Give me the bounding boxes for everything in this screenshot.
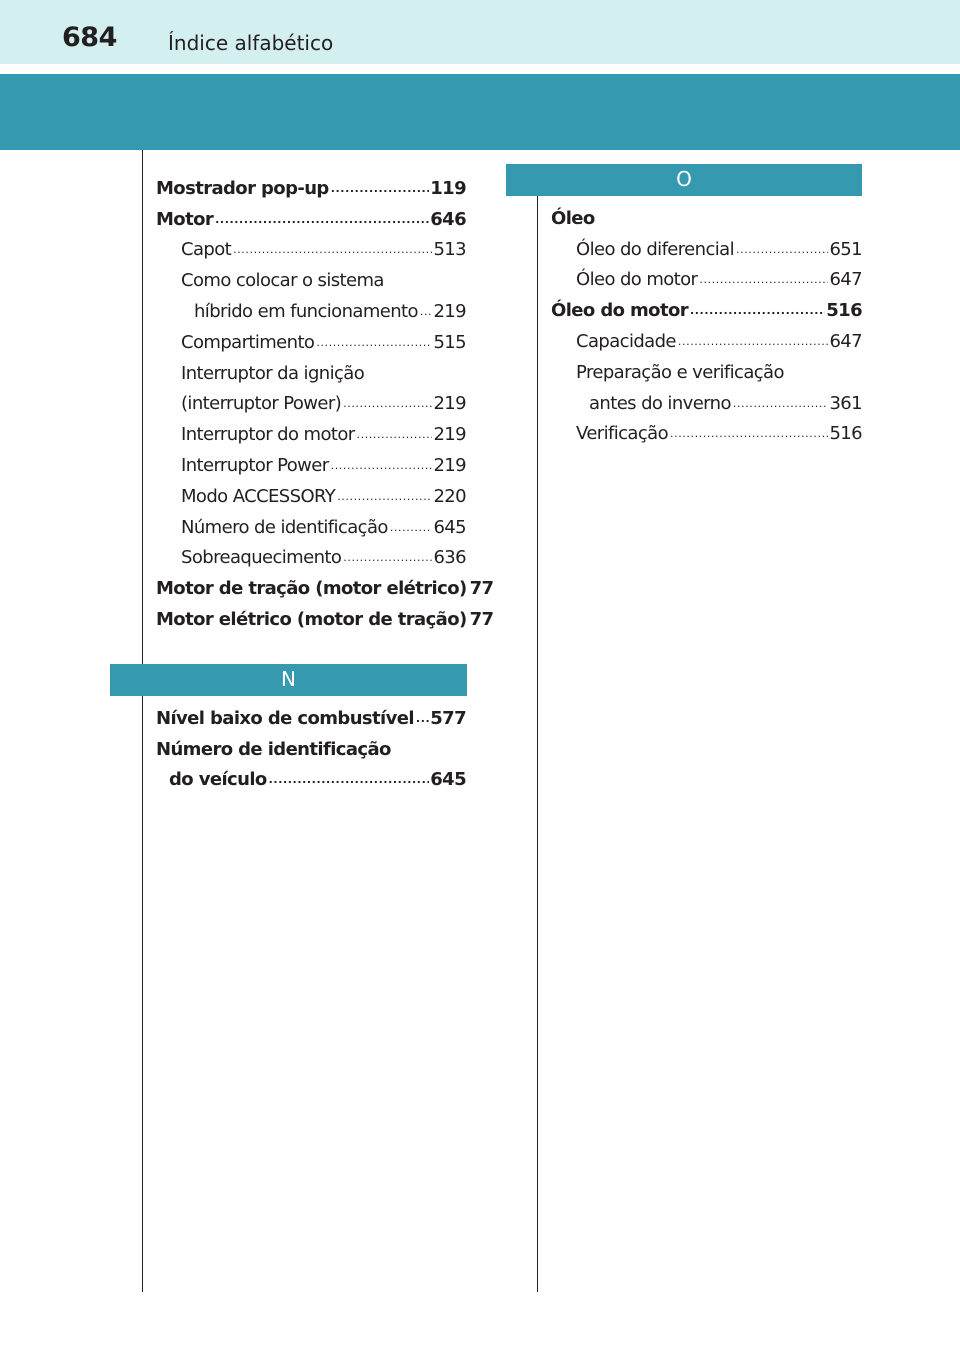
index-entry <box>551 260 862 291</box>
index-entry-page[interactable]: 647 <box>829 330 862 352</box>
index-entry-page[interactable]: 220 <box>433 485 466 507</box>
index-entry-label: Preparação e verificação <box>576 361 784 383</box>
index-entry-label: Óleo <box>551 207 595 229</box>
index-entry-page[interactable]: 651 <box>829 238 862 260</box>
index-entry <box>156 384 466 415</box>
index-entry-label: Mostrador pop-up <box>156 177 329 199</box>
index-entry <box>551 198 862 229</box>
dot-leader <box>269 774 430 785</box>
index-entry-page[interactable]: 646 <box>430 208 466 230</box>
dot-leader <box>733 398 829 409</box>
page-number: 684 <box>62 22 117 53</box>
index-entry <box>551 383 862 414</box>
index-entry <box>156 445 466 476</box>
dot-leader <box>678 336 829 347</box>
index-entry <box>551 414 862 445</box>
dot-leader <box>416 713 429 724</box>
dot-leader <box>690 305 825 316</box>
left-column-rule <box>142 150 143 1292</box>
index-entry-label: Número de identificação <box>156 738 391 760</box>
index-entry-label: Sobreaquecimento <box>181 547 342 569</box>
section-header-n: N <box>110 664 467 696</box>
index-column-left <box>156 168 494 630</box>
index-entry <box>156 230 466 261</box>
index-entry-page[interactable]: 516 <box>826 300 862 322</box>
index-entry <box>156 538 466 569</box>
index-entry-label: Interruptor da ignição <box>181 362 365 384</box>
index-entry <box>156 260 466 291</box>
dot-leader <box>357 429 433 440</box>
index-entry-label: antes do inverno <box>589 392 731 414</box>
right-column-rule <box>537 196 538 1292</box>
dot-leader <box>233 244 432 255</box>
dot-leader <box>420 306 433 317</box>
index-entry-label: Interruptor do motor <box>181 424 355 446</box>
index-entry-label: Modo ACCESSORY <box>181 485 336 507</box>
index-entry <box>156 353 466 384</box>
index-entry <box>156 322 466 353</box>
index-entry-label: Óleo do diferencial <box>576 238 734 260</box>
dot-leader <box>215 214 429 225</box>
index-entry <box>156 599 494 630</box>
index-entry-label: Motor de tração (motor elétrico) <box>156 578 467 600</box>
index-entry-page[interactable]: 219 <box>433 454 466 476</box>
index-entry-label: híbrido em funcionamento <box>194 300 418 322</box>
index-entry-page[interactable]: 119 <box>430 177 466 199</box>
index-entry-page[interactable]: 647 <box>829 269 862 291</box>
index-entry <box>551 321 862 352</box>
index-entry <box>156 760 466 791</box>
dot-leader <box>343 398 432 409</box>
index-entry-label: Óleo do motor <box>551 300 688 322</box>
index-entry-page[interactable]: 219 <box>433 300 466 322</box>
dot-leader <box>736 244 828 255</box>
dot-leader <box>316 337 432 348</box>
dot-leader <box>343 552 432 563</box>
dot-leader <box>699 274 828 285</box>
index-entry <box>156 698 466 729</box>
index-entry-page[interactable]: 645 <box>430 769 466 791</box>
index-entry-page[interactable]: 219 <box>433 424 466 446</box>
dot-leader <box>337 491 432 502</box>
index-entry-page[interactable]: 77 <box>469 578 494 600</box>
dot-leader <box>331 183 429 194</box>
dot-leader <box>670 428 828 439</box>
index-entry <box>551 352 862 383</box>
index-entry <box>156 199 466 230</box>
index-entry-label: Verificação <box>576 423 668 445</box>
index-entry <box>551 290 862 321</box>
index-entry-label: Capot <box>181 239 232 261</box>
index-entry-page[interactable]: 219 <box>433 393 466 415</box>
index-entry-label: Capacidade <box>576 330 676 352</box>
index-entry-page[interactable]: 77 <box>469 608 494 630</box>
index-entry-label: Interruptor Power <box>181 454 329 476</box>
index-entry-label: Motor elétrico (motor de tração) <box>156 608 467 630</box>
index-entry <box>156 568 494 600</box>
index-entry <box>156 414 466 445</box>
section-header-o: O <box>506 164 862 196</box>
index-entry-page[interactable]: 515 <box>433 331 466 353</box>
header-band <box>0 74 960 150</box>
dot-leader <box>331 460 433 471</box>
index-entry-page[interactable]: 516 <box>829 423 862 445</box>
index-entry <box>156 729 466 760</box>
index-entry-label: Como colocar o sistema <box>181 270 384 292</box>
index-entry-page[interactable]: 636 <box>433 547 466 569</box>
index-section-o <box>551 198 862 444</box>
index-entry-label: Compartimento <box>181 331 315 353</box>
index-entry-label: Motor <box>156 208 214 230</box>
index-section-n <box>156 698 466 790</box>
index-entry <box>156 507 466 538</box>
index-entry-label: Nível baixo de combustível <box>156 707 414 729</box>
index-entry-page[interactable]: 645 <box>433 516 466 538</box>
index-entry-label: Óleo do motor <box>576 269 698 291</box>
index-entry <box>156 168 466 199</box>
index-entry-label: (interruptor Power) <box>181 393 342 415</box>
index-entry <box>551 229 862 260</box>
index-entry <box>156 476 466 507</box>
page-title: Índice alfabético <box>168 31 334 55</box>
page-header <box>0 0 960 64</box>
index-entry-label: do veículo <box>169 769 267 791</box>
index-entry-page[interactable]: 361 <box>829 392 862 414</box>
index-entry-page[interactable]: 513 <box>433 239 466 261</box>
index-entry <box>156 291 466 322</box>
dot-leader <box>390 522 433 533</box>
index-entry-page[interactable]: 577 <box>430 707 466 729</box>
index-entry-label: Número de identificação <box>181 516 388 538</box>
